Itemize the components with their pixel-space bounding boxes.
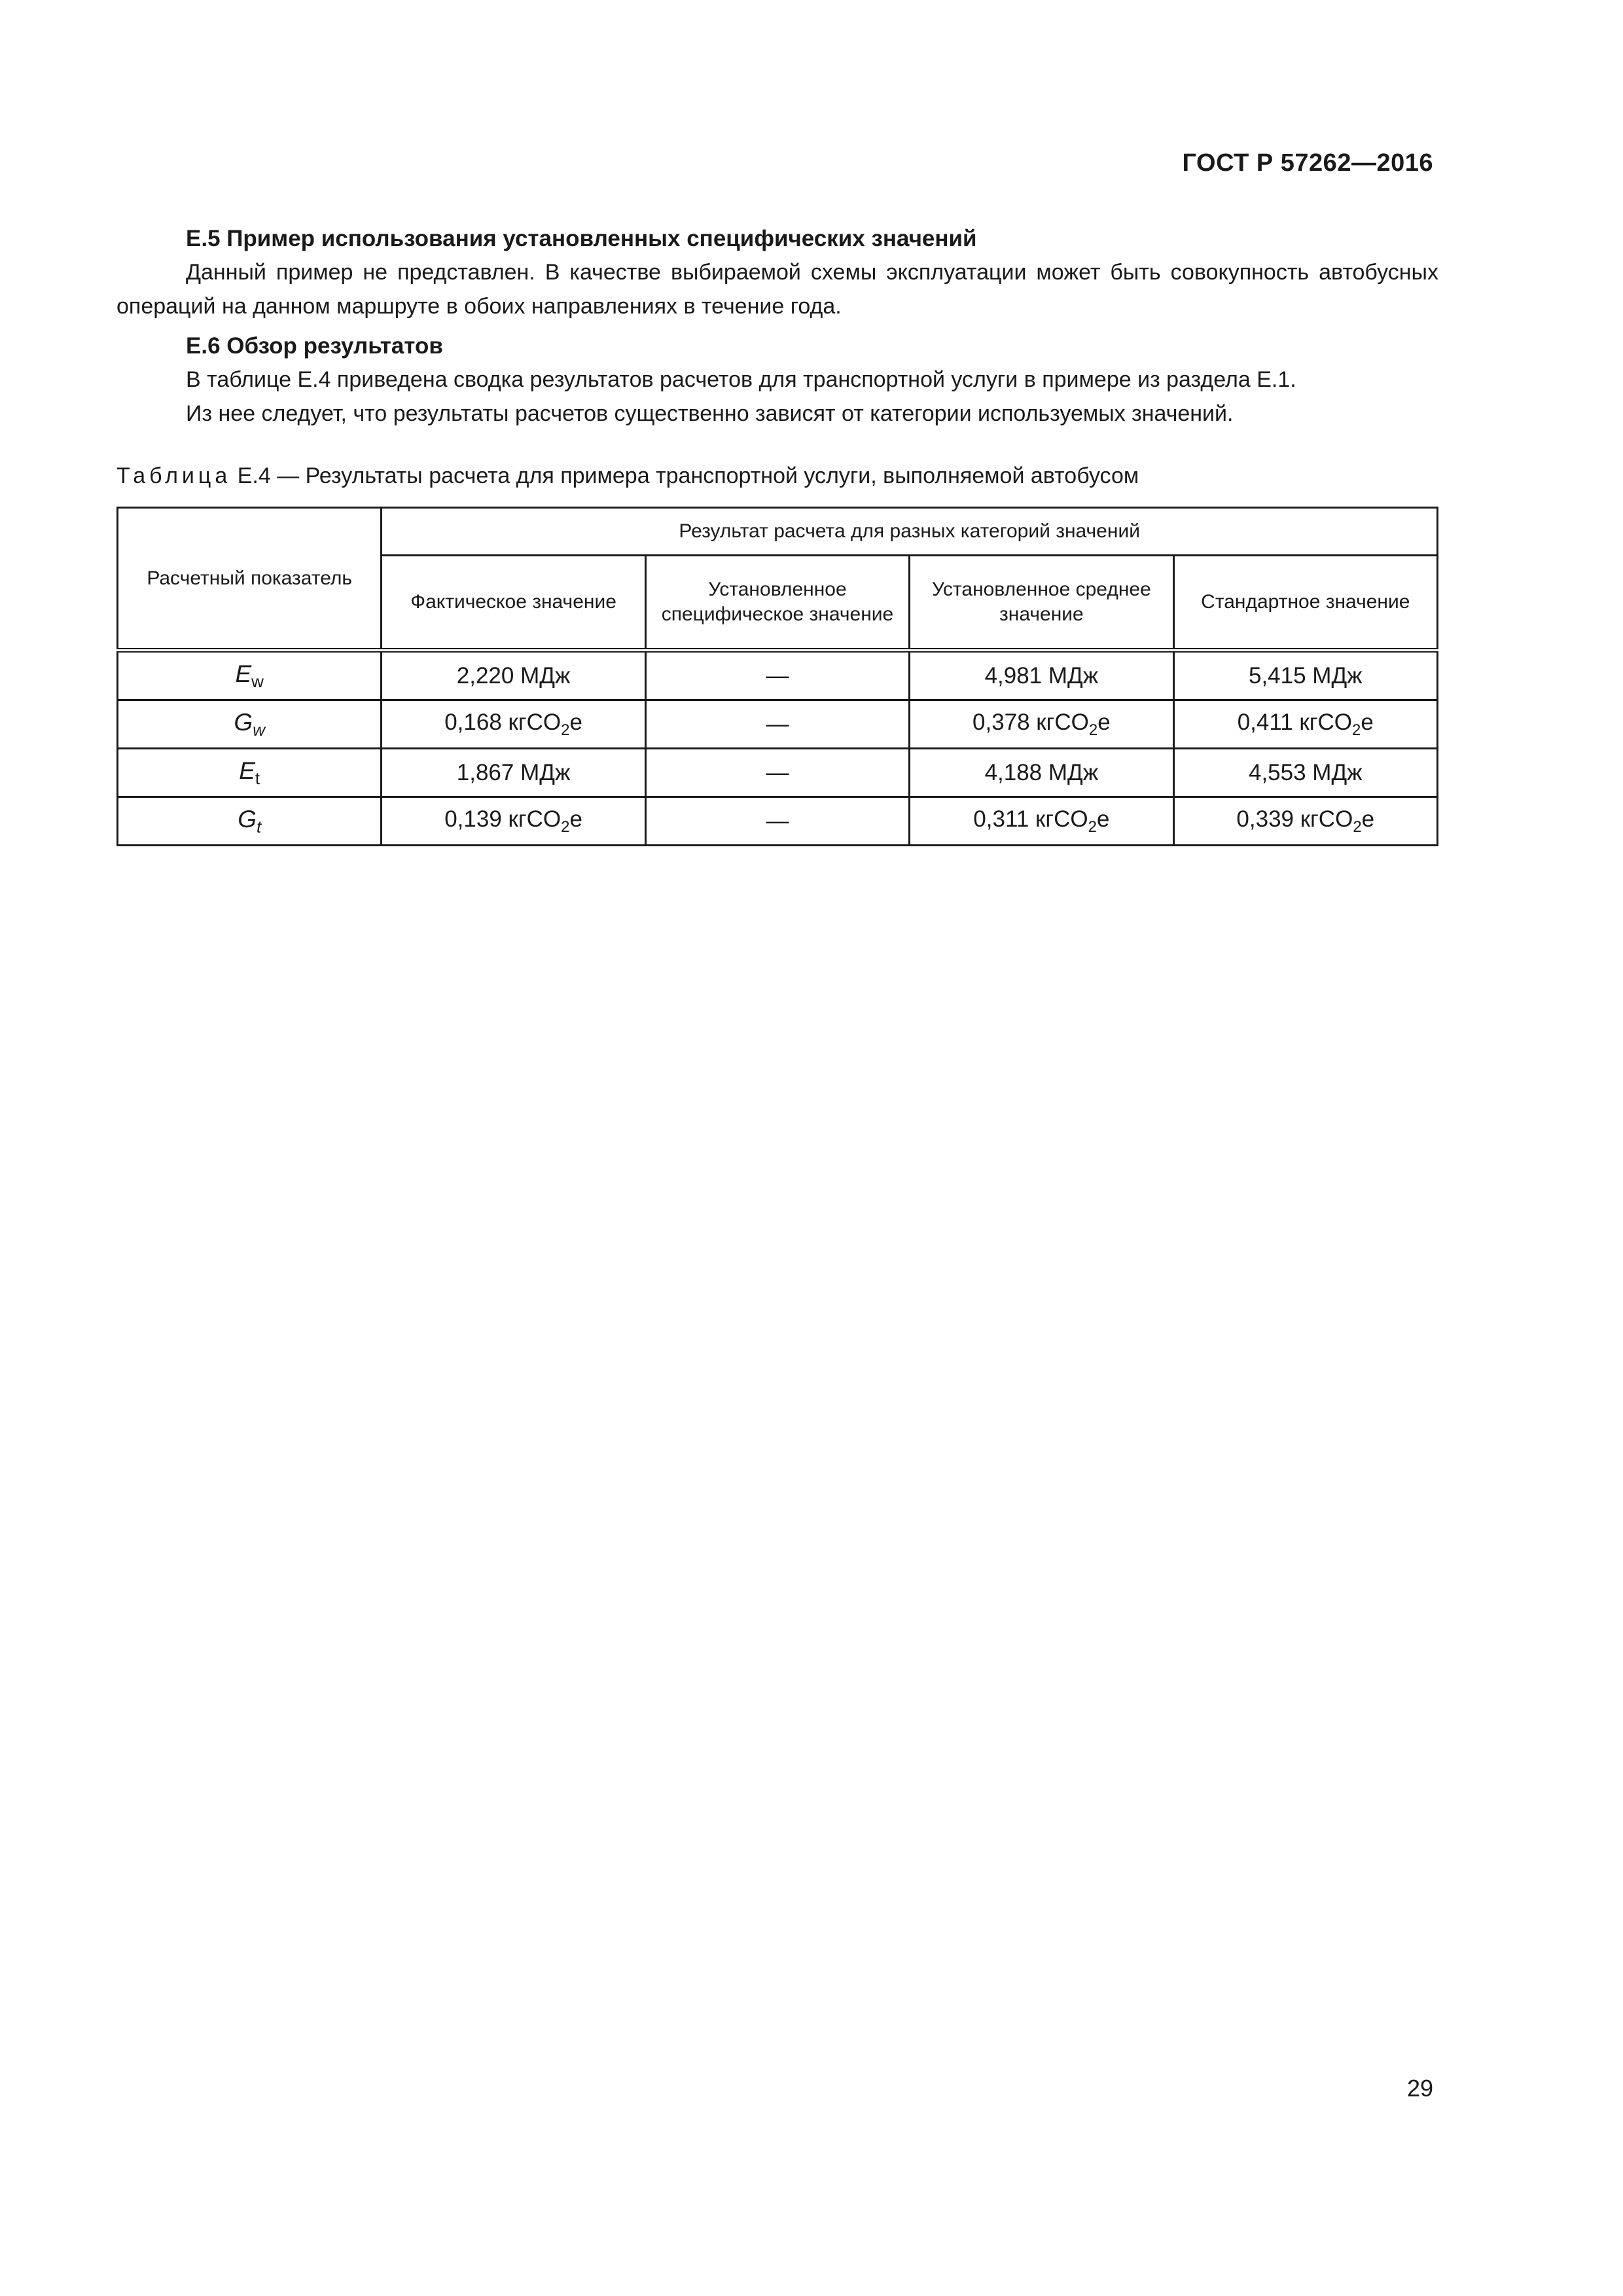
value-cell: 4,553 МДж — [1173, 749, 1437, 797]
value-cell: 1,867 МДж — [382, 749, 645, 797]
table-row — [118, 749, 1438, 797]
section-e6-line2: Из нее следует, что результаты расчетов существенно зависят от категории используемых значений. — [186, 401, 1234, 426]
group-header-cell: Результат расчета для разных категорий значений — [382, 508, 1438, 556]
section-e5-text: Данный пример не представлен. В качестве выбираемой схемы эксплуатации может быть совокупность автобусных операций на данном маршруте в обоих направлениях в течение года. — [116, 260, 1438, 319]
value-cell: 0,339 кгCO$_2$e — [1173, 797, 1437, 846]
indicator-cell — [118, 700, 382, 749]
section-e6-title: Е.6 Обзор результатов — [186, 333, 443, 359]
indicator-symbol: $E_w$ — [235, 660, 264, 691]
document-code: ГОСТ Р 57262—2016 — [1182, 149, 1433, 177]
table-row — [118, 700, 1438, 749]
value-cell: 0,311 кгCO$_2$e — [910, 797, 1173, 846]
value-cell: — — [645, 700, 909, 749]
value-cell: 2,220 МДж — [382, 651, 645, 700]
row-header-cell: Расчетный показатель — [118, 508, 382, 651]
column-header: Стандартное значение — [1173, 556, 1437, 651]
indicator-symbol: $G_w$ — [234, 708, 265, 740]
results-table — [116, 507, 1438, 846]
value-cell: 4,188 МДж — [910, 749, 1173, 797]
table-caption — [116, 459, 1438, 492]
value-cell: 0,378 кгCO$_2$e — [910, 700, 1173, 749]
table-row — [118, 797, 1438, 846]
page-number: 29 — [1406, 2075, 1433, 2102]
section-e6-line1: В таблице Е.4 приведена сводка результатов расчетов для транспортной услуги в примере из раздела Е.1. — [186, 367, 1296, 392]
section-e5-title: Е.5 Пример использования установленных специфических значений — [186, 226, 977, 251]
page-content — [116, 223, 1438, 846]
column-header: Установленное специфическое значение — [645, 556, 909, 651]
value-cell: 5,415 МДж — [1173, 651, 1437, 700]
column-header: Установленное среднее значение — [910, 556, 1173, 651]
value-cell: 0,139 кгCO$_2$e — [382, 797, 645, 846]
value-cell: — — [645, 651, 909, 700]
indicator-symbol: $E_t$ — [239, 757, 260, 788]
table-row — [118, 651, 1438, 700]
column-header: Фактическое значение — [382, 556, 645, 651]
value-cell: — — [645, 749, 909, 797]
indicator-symbol: $G_t$ — [238, 805, 262, 836]
indicator-cell — [118, 651, 382, 700]
value-cell: 4,981 МДж — [910, 651, 1173, 700]
table-caption-text: Е.4 — Результаты расчета для примера транспортной услуги, выполняемой автобусом — [231, 463, 1139, 488]
indicator-cell — [118, 749, 382, 797]
indicator-cell — [118, 797, 382, 846]
value-cell: 0,411 кгCO$_2$e — [1173, 700, 1437, 749]
table-caption-label: Таблица — [116, 463, 232, 488]
value-cell: 0,168 кгCO$_2$e — [382, 700, 645, 749]
value-cell: — — [645, 797, 909, 846]
